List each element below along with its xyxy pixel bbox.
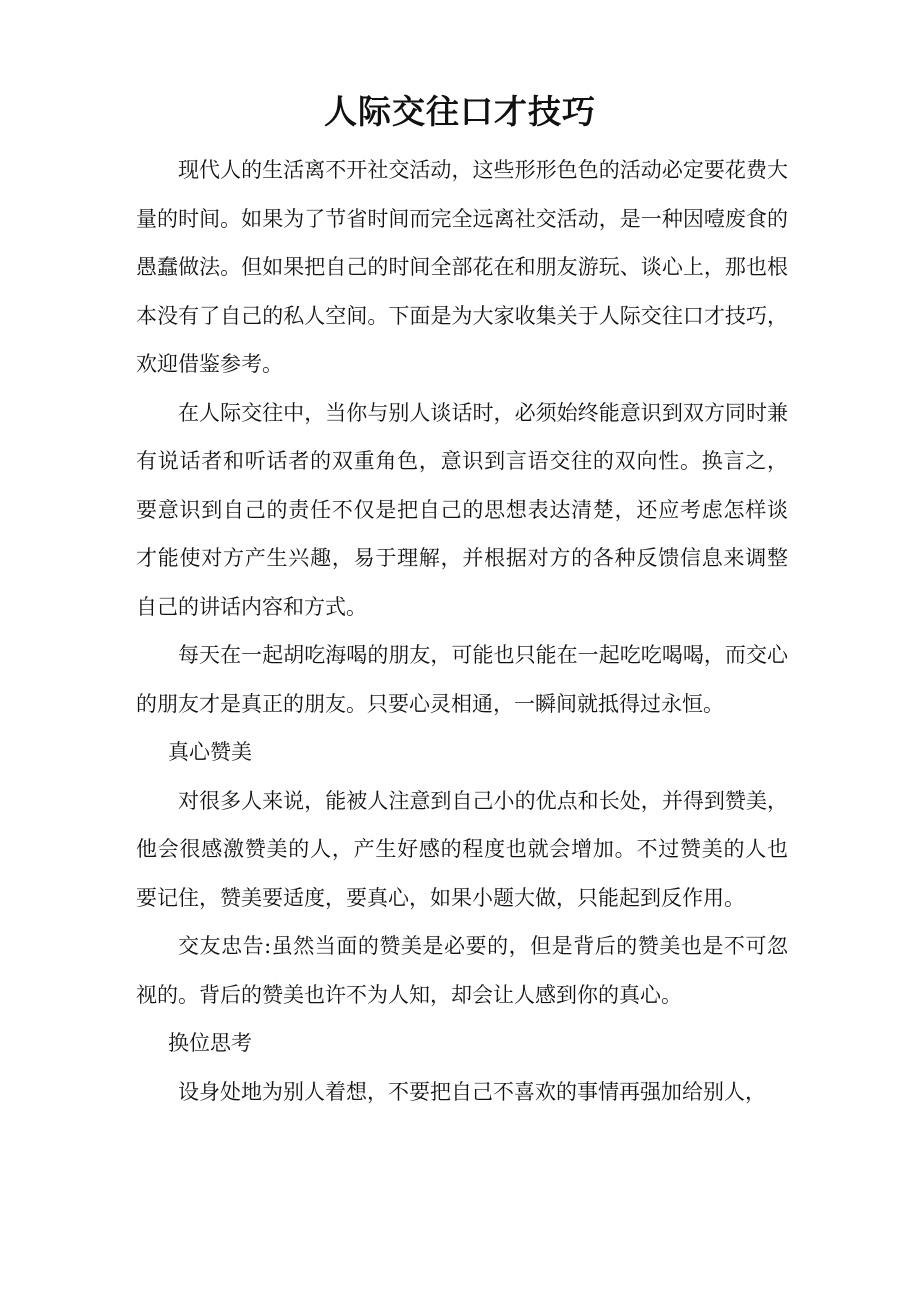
section-heading-praise: 真心赞美 [168,740,252,764]
paragraph-communication: 在人际交往中，当你与别人谈话时，必须始终能意识到双方同时兼有说话者和听话者的双重角色，意识到言语交往的双向性。换言之， 要意识到自己的责任不仅是把自己的思想表达清楚，还应考虑怎样谈 才能使对方产生兴趣，易于理解，并根据对方的各种反馈信息来调整 自己的讲话内容和方式。 [136,400,795,619]
document-body [136,146,795,1116]
paragraph-advice: 交友忠告:虽然当面的赞美是必要的，但是背后的赞美也是不可忽视的。背后的赞美也许不为人知，却会让人感到你的真心。 [136,934,788,1007]
paragraph-friendship: 每天在一起胡吃海喝的朋友，可能也只能在一起吃吃喝喝，而交心的朋友才是真正的朋友。只要心灵相通，一瞬间就抵得过永恒。 [136,643,788,716]
paragraph-intro: 现代人的生活离不开社交活动，这些形形色色的活动必定要花费大量的时间。如果为了节省时间而完全远离社交活动，是一种因噎废食的愚蠢做法。但如果把自己的时间全部花在和朋友游玩、谈心上，那也根本没有了自己的私人空间。下面是为大家收集关于人际交往口才技巧，欢迎借鉴参考。 [136,158,788,376]
section-heading-empathy: 换位思考 [168,1031,252,1055]
paragraph-praise: 对很多人来说，能被人注意到自己小的优点和长处，并得到赞美， 他会很感激赞美的人，产生好感的程度也就会增加。不过赞美的人也 要记住，赞美要适度，要真心，如果小题大做，只能起到反作用。 [136,788,795,910]
paragraph-empathy: 设身处地为别人着想，不要把自己不喜欢的事情再强加给别人， [178,1079,766,1104]
page-title: 人际交往口才技巧 [324,92,596,131]
